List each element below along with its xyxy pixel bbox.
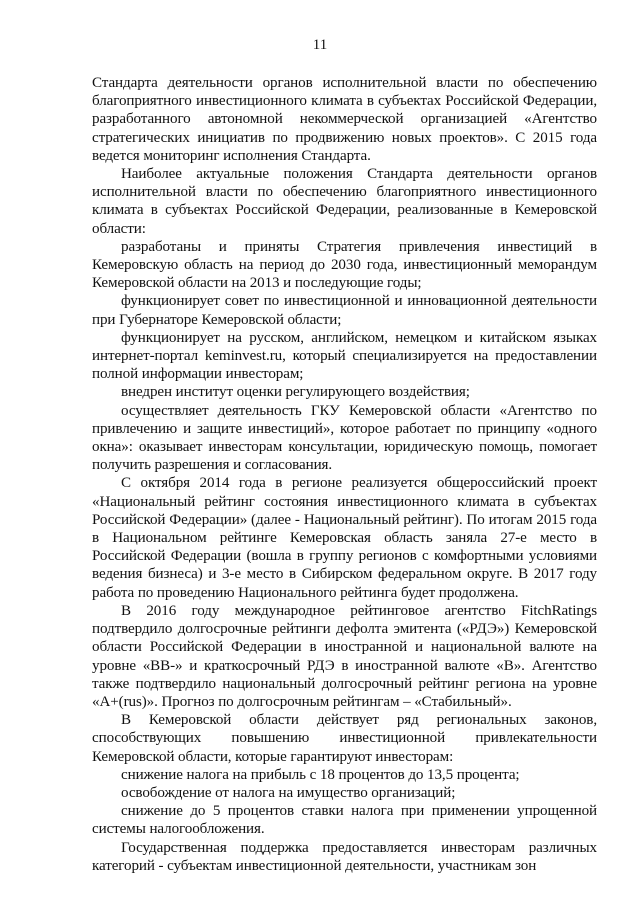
- paragraph-fitch-ratings: В 2016 году международное рейтинговое агентство FitchRatings подтвердило долгосрочные рейтинги дефолта эмитента («РДЭ») Кемеровской области Российской Федерации в иностранной и национальной валюте на уровне «ВВ-» и краткосрочный РДЭ в иностранной валюте «В». Агентство также подтвердило национальный долгосрочный рейтинг региона на уровне «A+(rus)». Прогноз по долгосрочным рейтингам – «Стабильный».: [92, 602, 597, 710]
- document-body: [92, 74, 597, 875]
- list-item-portal: функционирует на русском, английском, немецком и китайском языках интернет-портал keminvest.ru, который специализируется на предоставлении полной информации инвесторам;: [92, 329, 597, 383]
- list-item-agency: осуществляет деятельность ГКУ Кемеровской области «Агентство по привлечению и защите инвестиций», которое работает по принципу «одного окна»: оказывает инвесторам консультации, юридическую помощь, помогает получить разрешения и согласования.: [92, 402, 597, 474]
- page-number: 11: [312, 37, 328, 53]
- paragraph-regional-laws: В Кемеровской области действует ряд региональных законов, способствующих повышению инвестиционной привлекательности Кемеровской области, которые гарантируют инвесторам:: [92, 712, 597, 765]
- paragraph-standard-provisions: Наиболее актуальные положения Стандарта деятельности органов исполнительной власти по обеспечению благоприятного инвестиционного климата в субъектах Российской Федерации, реализованные в Кемеровской области:: [92, 166, 597, 237]
- list-item-regulatory-assessment: внедрен институт оценки регулирующего воздействия;: [121, 384, 470, 401]
- list-item-property-tax: освобождение от налога на имущество организаций;: [121, 784, 456, 801]
- list-item-council: функционирует совет по инвестиционной и инновационной деятельности при Губернаторе Кемеровской области;: [92, 293, 597, 328]
- list-item-profit-tax: снижение налога на прибыль с 18 процентов до 13,5 процента;: [121, 766, 520, 783]
- list-item-simplified-tax: снижение до 5 процентов ставки налога при применении упрощенной системы налогообложения.: [92, 803, 597, 838]
- list-item-strategy: разработаны и приняты Стратегия привлечения инвестиций в Кемеровскую область на период до 2030 года, инвестиционный меморандум Кемеровской области на 2013 и последующие годы;: [92, 238, 597, 292]
- paragraph-state-support: Государственная поддержка предоставляется инвесторам различных категорий - субъектам инвестиционной деятельности, участникам зон: [92, 839, 597, 874]
- paragraph-standard-continuation: Стандарта деятельности органов исполнительной власти по обеспечению благоприятного инвестиционного климата в субъектах Российской Федерации, разработанного автономной некоммерческой организацией «Агентство стратегических инициатив по продвижению новых проектов». С 2015 года ведется мониторинг исполнения Стандарта.: [92, 75, 597, 164]
- paragraph-national-rating: С октября 2014 года в регионе реализуется общероссийский проект «Национальный рейтинг состояния инвестиционного климата в субъектах Российской Федерации» (далее - Национальный рейтинг). По итогам 2015 года в Национальном рейтинге Кемеровская область заняла 27-е место в Российской Федерации (вошла в группу регионов с комфортными условиями ведения бизнеса) и 3-е место в Сибирском федеральном округе. В 2017 году работа по проведению Национального рейтинга будет продолжена.: [92, 475, 597, 601]
